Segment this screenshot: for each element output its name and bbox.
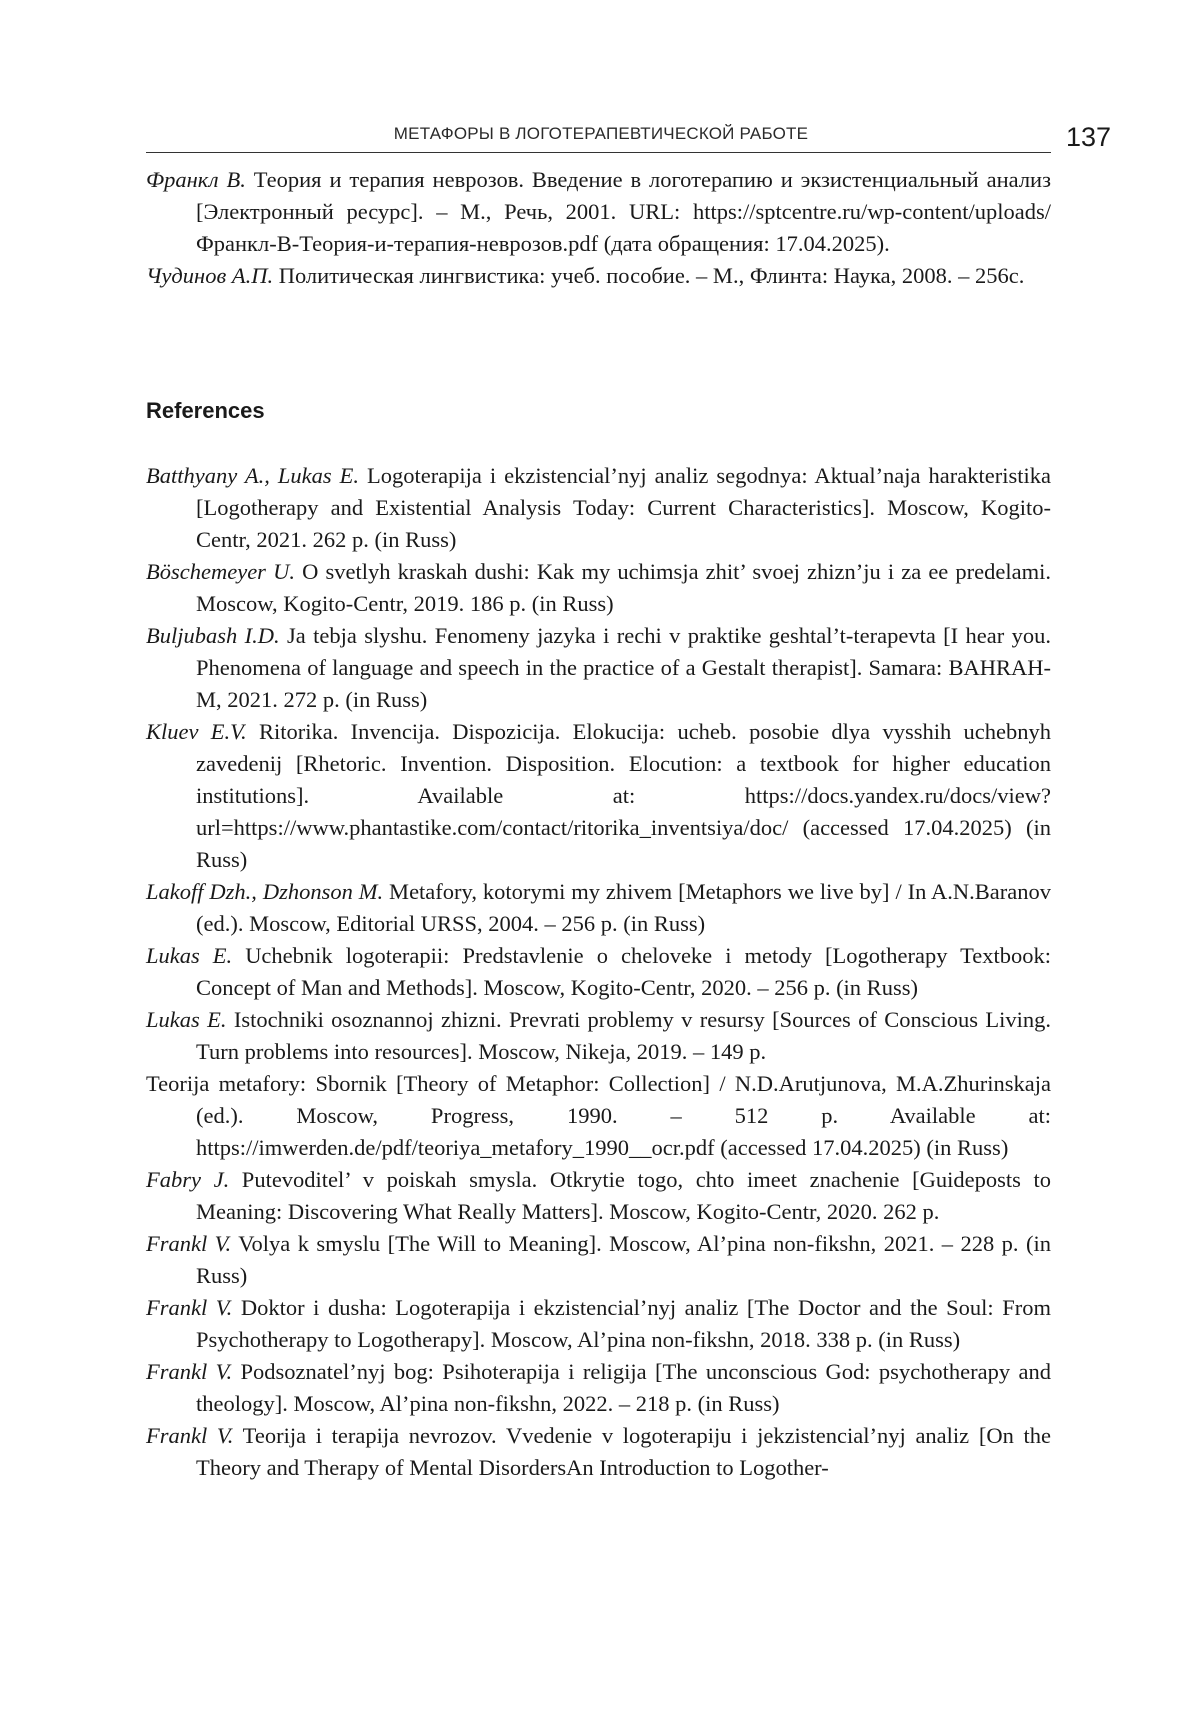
reference-entry <box>146 940 1051 1004</box>
reference-author: Frankl V. <box>146 1295 233 1320</box>
reference-author: Frankl V. <box>146 1359 233 1384</box>
reference-text: Putevoditel’ v poiskah smysla. Otkrytie togo, chto imeet znachenie [Guideposts to Meaning: Discovering What Really Matters]. Moscow, Kogito-Centr, 2020. 262 p. <box>196 1167 1051 1224</box>
reference-text: Istochniki osoznannoj zhizni. Prevrati problemy v resursy [Sources of Conscious Living. Turn problems into resources]. Moscow, Nikeja, 2019. – 149 p. <box>196 1007 1051 1064</box>
reference-entry <box>146 164 1051 260</box>
reference-entry <box>146 620 1051 716</box>
reference-text: Volya k smyslu [The Will to Meaning]. Moscow, Al’pina non-fikshn, 2021. – 228 p. (in Russ) <box>196 1231 1051 1288</box>
reference-entry <box>146 460 1051 556</box>
reference-entry <box>146 1164 1051 1228</box>
reference-text: Теория и терапия неврозов. Введение в логотерапию и экзистенциальный анализ [Электронный ресурс]. – М., Речь, 2001. URL: https://sptcentre.ru/wp-content/uploads/Франкл-В-Теория-и-терапия-неврозов.pdf (дата обращения: 17.04.2025). <box>196 167 1051 256</box>
reference-text: Metafory, kotorymi my zhivem [Metaphors we live by] / In A.N.Baranov (ed.). Moscow, Editorial URSS, 2004. – 256 p. (in Russ) <box>196 879 1051 936</box>
reference-entry <box>146 1068 1051 1164</box>
russian-reference-list <box>146 164 1051 292</box>
reference-entry <box>146 1004 1051 1068</box>
reference-entry <box>146 260 1051 292</box>
reference-text: Teorija metafory: Sbornik [Theory of Metaphor: Collection] / N.D.Arutjunova, M.A.Zhurinskaja (ed.). Moscow, Progress, 1990. – 512 p. Available at: https://imwerden.de/pdf/teoriya_metafory_1990__ocr.pdf (accessed 17.04.2025) (in Russ) <box>146 1071 1051 1160</box>
reference-author: Франкл В. <box>146 167 246 192</box>
reference-entry <box>146 556 1051 620</box>
reference-author: Buljubash I.D. <box>146 623 280 648</box>
header-rule <box>146 152 1051 153</box>
reference-author: Böschemeyer U. <box>146 559 295 584</box>
reference-author: Batthyany A., Lukas E. <box>146 463 359 488</box>
reference-text: Podsoznatel’nyj bog: Psihoterapija i religija [The unconscious God: psychotherapy and theology]. Moscow, Al’pina non-fikshn, 2022. – 218 p. (in Russ) <box>196 1359 1051 1416</box>
running-header <box>146 112 1056 154</box>
reference-author: Чудинов А.П. <box>146 263 274 288</box>
reference-text: Ja tebja slyshu. Fenomeny jazyka i rechi v praktike geshtal’t-terapevta [I hear you. Phenomena of language and speech in the practice of a Gestalt therapist]. Samara: BAHRAH-M, 2021. 272 p. (in Russ) <box>196 623 1051 712</box>
reference-text: Политическая лингвистика: учеб. пособие. – М., Флинта: Наука, 2008. – 256с. <box>273 263 1025 288</box>
reference-entry <box>146 1420 1051 1484</box>
reference-text: Logoterapija i ekzistencial’nyj analiz segodnya: Aktual’naja harakteristika [Logotherapy and Existential Analysis Today: Current Characteristics]. Moscow, Kogito-Centr, 2021. 262 p. (in Russ) <box>196 463 1051 552</box>
reference-author: Lakoff Dzh., Dzhonson M. <box>146 879 384 904</box>
reference-author: Lukas E. <box>146 1007 227 1032</box>
reference-text: Uchebnik logoterapii: Predstavlenie o cheloveke i metody [Logotherapy Textbook: Concept of Man and Methods]. Moscow, Kogito-Centr, 2020. – 256 p. (in Russ) <box>196 943 1051 1000</box>
reference-text: Doktor i dusha: Logoterapija i ekzistencial’nyj analiz [The Doctor and the Soul: From Psychotherapy to Logotherapy]. Moscow, Al’pina non-fikshn, 2018. 338 p. (in Russ) <box>196 1295 1051 1352</box>
reference-author: Frankl V. <box>146 1231 232 1256</box>
reference-author: Fabry J. <box>146 1167 230 1192</box>
reference-author: Kluev E.V. <box>146 719 247 744</box>
reference-entry <box>146 716 1051 876</box>
reference-text: Ritorika. Invencija. Dispozicija. Elokucija: ucheb. posobie dlya vysshih uchebnyh zavedenij [Rhetoric. Invention. Disposition. Elocution: a textbook for higher education institutions]. Available at: https://docs.yandex.ru/docs/view?url=https://www.phantastike.com/contact/ritorika_inventsiya/doc/ (accessed 17.04.2025) (in Russ) <box>196 719 1052 872</box>
reference-entry <box>146 876 1051 940</box>
page-number: 137 <box>1066 122 1112 152</box>
reference-entry <box>146 1292 1051 1356</box>
reference-entry <box>146 1228 1051 1292</box>
reference-author: Lukas E. <box>146 943 233 968</box>
reference-author: Frankl V. <box>146 1423 234 1448</box>
reference-text: Teorija i terapija nevrozov. Vvedenie v logoterapiju i jekzistencial’nyj analiz [On the Theory and Therapy of Mental DisordersAn Introduction to Logother- <box>196 1423 1051 1480</box>
running-title: МЕТАФОРЫ В ЛОГОТЕРАПЕВТИЧЕСКОЙ РАБОТЕ <box>393 124 809 143</box>
references-list <box>146 460 1051 1484</box>
reference-entry <box>146 1356 1051 1420</box>
reference-text: O svetlyh kraskah dushi: Kak my uchimsja zhit’ svoej zhizn’ju i za ee predelami. Moscow, Kogito-Centr, 2019. 186 p. (in Russ) <box>196 559 1052 616</box>
references-heading: References <box>146 398 265 423</box>
